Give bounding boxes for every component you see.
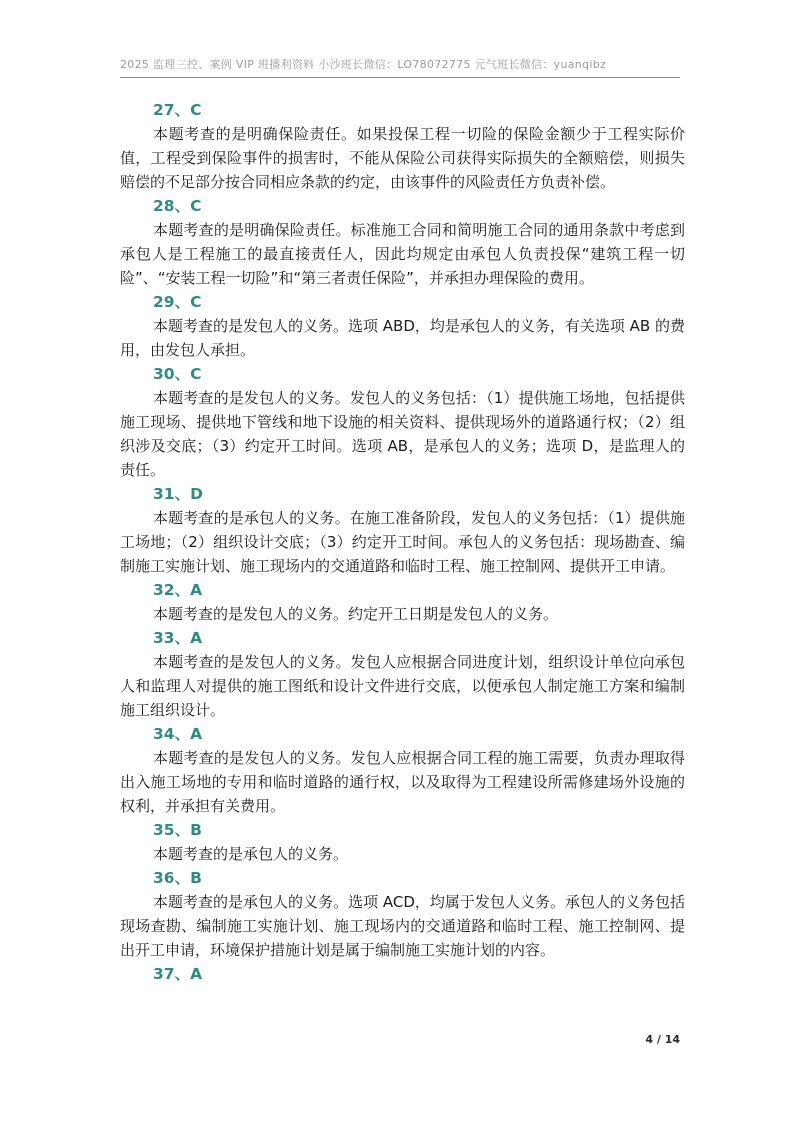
- answer-item-28: [120, 194, 685, 290]
- answer-number: 35、B: [153, 821, 202, 839]
- answer-number: 31、D: [153, 485, 203, 503]
- answer-explanation: 本题考查的是发包人的义务。发包人应根据合同工程的施工需要，负责办理取得出入施工场地的专用和临时道路的通行权，以及取得为工程建设所需修建场外设施的权利，并承担有关费用。: [120, 749, 685, 815]
- answer-number: 36、B: [153, 869, 202, 887]
- answer-item-32: [120, 578, 685, 626]
- header-divider: [120, 77, 680, 78]
- answer-item-33: [120, 626, 685, 722]
- answer-number: 29、C: [153, 293, 202, 311]
- answer-number: 33、A: [153, 629, 203, 647]
- answer-explanation: 本题考查的是承包人的义务。: [153, 845, 349, 863]
- page-number: 4 / 14: [645, 1033, 680, 1046]
- answer-number: 37、A: [153, 965, 203, 983]
- answer-item-37: [120, 962, 685, 986]
- answer-explanations: [120, 98, 685, 986]
- answer-number: 27、C: [153, 101, 202, 119]
- answer-number: 28、C: [153, 197, 202, 215]
- page-header-text: 2025 监理三控、案例 VIP 班播利资料 小沙班长微信：LO78072775 元气班长微信：yuanqibz: [120, 58, 607, 71]
- answer-explanation: 本题考查的是发包人的义务。发包人的义务包括：（1）提供施工场地，包括提供施工现场、提供地下管线和地下设施的相关资料、提供现场外的道路通行权；（2）组织涉及交底；（3）约定开工时间。选项 AB，是承包人的义务；选项 D，是监理人的责任。: [120, 389, 685, 479]
- answer-number: 34、A: [153, 725, 203, 743]
- answer-item-31: [120, 482, 685, 578]
- answer-item-36: [120, 866, 685, 962]
- answer-item-29: [120, 290, 685, 362]
- answer-number: 30、C: [153, 365, 202, 383]
- answer-item-34: [120, 722, 685, 818]
- answer-explanation: 本题考查的是明确保险责任。标准施工合同和简明施工合同的通用条款中考虑到承包人是工程施工的最直接责任人，因此均规定由承包人负责投保“建筑工程一切险”、“安装工程一切险”和“第三者责任保险”，并承担办理保险的费用。: [120, 221, 685, 287]
- answer-number: 32、A: [153, 581, 203, 599]
- answer-item-27: [120, 98, 685, 194]
- answer-explanation: 本题考查的是承包人的义务。选项 ACD，均属于发包人义务。承包人的义务包括现场查勘、编制施工实施计划、施工现场内的交通道路和临时工程、施工控制网、提出开工申请，环境保护措施计划是属于编制施工实施计划的内容。: [120, 893, 685, 959]
- answer-explanation: 本题考查的是承包人的义务。在施工准备阶段，发包人的义务包括：（1）提供施工场地；（2）组织设计交底；（3）约定开工时间。承包人的义务包括：现场勘查、编制施工实施计划、施工现场内的交通道路和临时工程、施工控制网、提供开工申请。: [120, 509, 685, 575]
- answer-explanation: 本题考查的是发包人的义务。选项 ABD，均是承包人的义务，有关选项 AB 的费用，由发包人承担。: [120, 317, 685, 359]
- answer-item-30: [120, 362, 685, 482]
- answer-explanation: 本题考查的是发包人的义务。发包人应根据合同进度计划，组织设计单位向承包人和监理人对提供的施工图纸和设计文件进行交底，以便承包人制定施工方案和编制施工组织设计。: [120, 653, 685, 719]
- answer-explanation: 本题考查的是明确保险责任。如果投保工程一切险的保险金额少于工程实际价值，工程受到保险事件的损害时，不能从保险公司获得实际损失的全额赔偿，则损失赔偿的不足部分按合同相应条款的约定，由该事件的风险责任方负责补偿。: [120, 125, 685, 191]
- answer-explanation: 本题考查的是发包人的义务。约定开工日期是发包人的义务。: [153, 605, 559, 623]
- answer-item-35: [120, 818, 685, 866]
